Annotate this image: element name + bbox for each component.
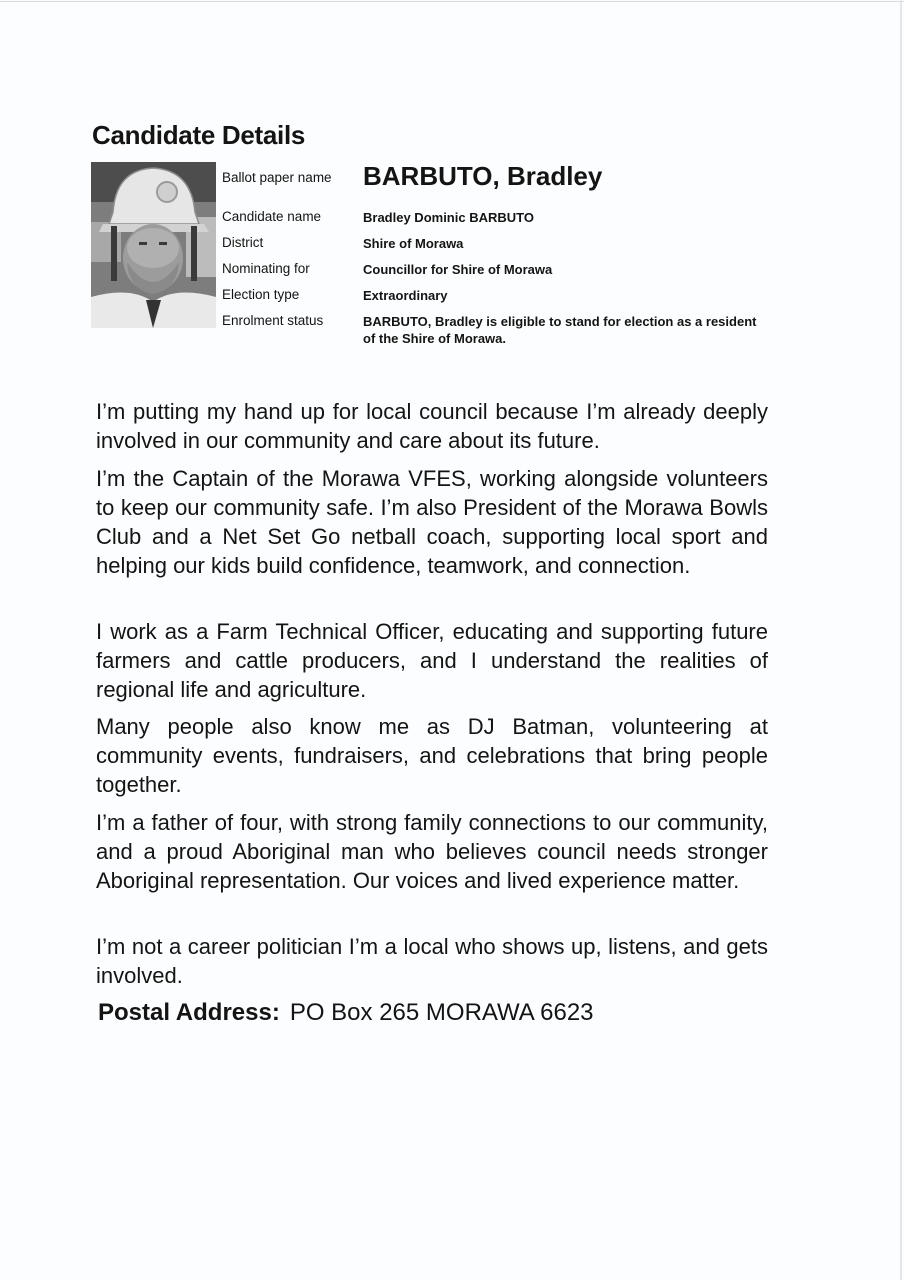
ballot-paper-name-value: BARBUTO, Bradley: [363, 161, 603, 191]
nominating-for-value: Councillor for Shire of Morawa: [363, 262, 553, 277]
enrolment-status-label: Enrolment status: [222, 313, 324, 328]
statement-paragraph-3: I work as a Farm Technical Officer, educating and supporting future farmers and cattle producers, and I understand the realities of regional life and agriculture.: [96, 619, 768, 702]
statement-paragraph-5: I’m a father of four, with strong family connections to our community, and a proud Aboriginal man who believes council needs stronger Aboriginal representation. Our voices and lived experience matter.: [96, 810, 768, 893]
candidate-photo: [91, 162, 216, 328]
candidate-name-value: Bradley Dominic BARBUTO: [363, 210, 534, 225]
scan-top-edge: [0, 1, 904, 2]
election-type-value: Extraordinary: [363, 288, 448, 303]
page-title: Candidate Details: [92, 120, 306, 150]
statement-paragraph-6: I’m not a career politician I’m a local who shows up, listens, and gets involved.: [96, 934, 768, 988]
statement-paragraph-2: I’m the Captain of the Morawa VFES, working alongside volunteers to keep our community safe. I’m also President of the Morawa Bowls Club and a Net Set Go netball coach, supporting local sport and helping our kids build confidence, teamwork, and connection.: [96, 466, 768, 578]
portrait-image: [91, 162, 216, 328]
postal-address-value: PO Box 265 MORAWA 6623: [289, 999, 594, 1026]
statement-paragraph-4: Many people also know me as DJ Batman, volunteering at community events, fundraisers, and celebrations that bring people together.: [96, 714, 768, 797]
ballot-paper-name-label: Ballot paper name: [222, 170, 332, 185]
postal-address-label: Postal Address:: [98, 999, 280, 1026]
district-label: District: [222, 235, 264, 250]
nominating-for-label: Nominating for: [222, 261, 310, 276]
election-type-label: Election type: [222, 287, 300, 302]
statement-paragraph-1: I’m putting my hand up for local council because I’m already deeply involved in our community and care about its future.: [96, 399, 768, 453]
scan-right-edge: [900, 0, 902, 1280]
candidate-name-label: Candidate name: [222, 209, 322, 224]
district-value: Shire of Morawa: [363, 236, 464, 251]
enrolment-status-value: BARBUTO, Bradley is eligible to stand for election as a resident of the Shire of Morawa.: [363, 314, 757, 346]
postal-address: [98, 999, 594, 1027]
